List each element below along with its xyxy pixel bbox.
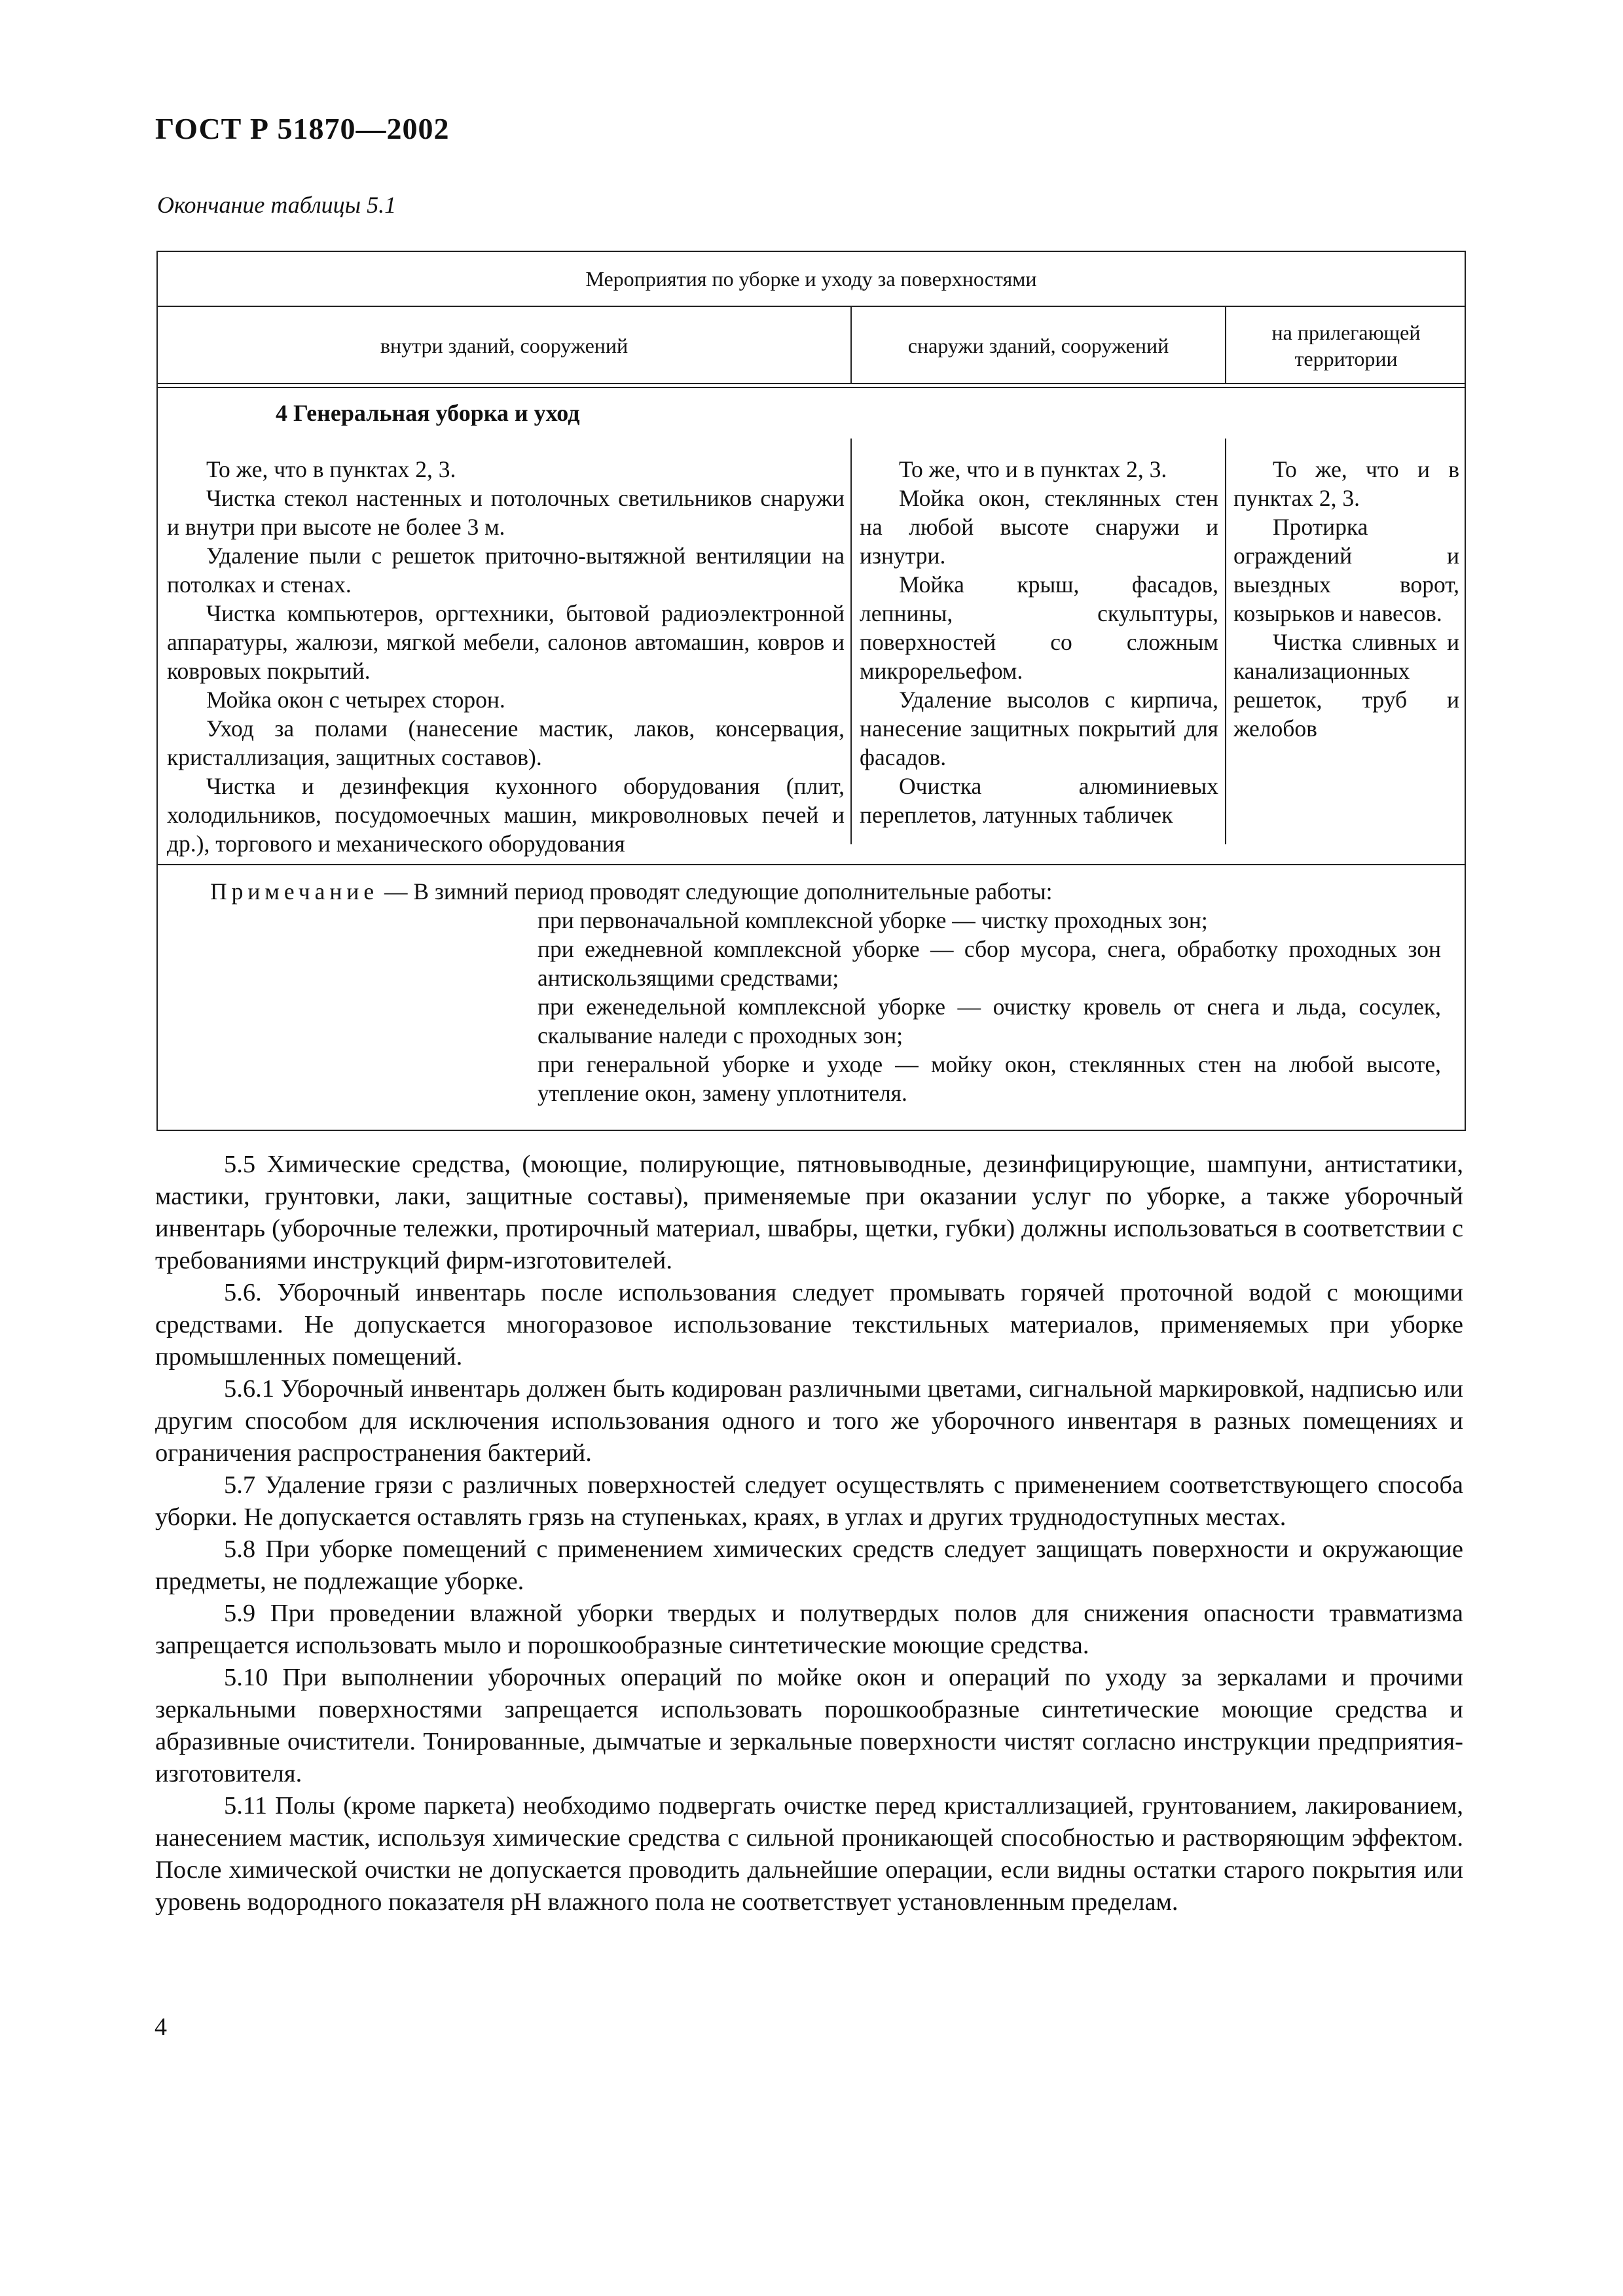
table-header-main: Мероприятия по уборке и уходу за поверхностями <box>585 267 1037 291</box>
col3-content <box>1233 455 1459 743</box>
section-title: 4 Генеральная уборка и уход <box>276 400 580 426</box>
col1-paragraph: Удаление пыли с решеток приточно-вытяжной вентиляции на потолках и стенах. <box>167 543 845 598</box>
col1-paragraph: Чистка стекол настенных и потолочных светильников снаружи и внутри при высоте не более 3 м. <box>167 485 845 540</box>
col1-paragraph: Мойка окон с четырех сторон. <box>206 687 505 713</box>
document-header: ГОСТ Р 51870—2002 <box>155 112 450 145</box>
note-intro: — В зимний период проводят следующие дополнительные работы: <box>378 878 1053 905</box>
col2-content <box>860 455 1218 829</box>
note-item: при генеральной уборке и уходе — мойку окон, стеклянных стен на любой высоте, утепление окон, замену уплотнителя. <box>538 1051 1441 1106</box>
paragraph-5-7: 5.7 Удаление грязи с различных поверхностей следует осуществлять с применением соответствующего способа уборки. Не допускается оставлять грязь на ступеньках, краях, в углах и других труднодоступных местах. <box>155 1471 1463 1531</box>
col3-paragraph: Протирка ограждений и выездных ворот, козырьков и навесов. <box>1233 514 1459 626</box>
col1-content <box>167 455 845 858</box>
note-item: при первоначальной комплексной уборке — чистку проходных зон; <box>538 907 1208 933</box>
col2-paragraph: Мойка крыш, фасадов, лепнины, скульптуры, поверхностей со сложным микрорельефом. <box>860 571 1218 684</box>
table-caption: Окончание таблицы 5.1 <box>157 192 397 218</box>
table-divider <box>158 383 1465 384</box>
table-divider <box>158 864 1465 865</box>
col1-paragraph: Уход за полами (нанесение мастик, лаков, консервация, кристаллизация, защитных составов). <box>167 715 845 770</box>
body-text <box>155 1149 1463 1918</box>
paragraph-5-8: 5.8 При уборке помещений с применением химических средств следует защищать поверхности и окружающие предметы, не подлежащие уборке. <box>155 1535 1463 1595</box>
col1-paragraph: То же, что в пунктах 2, 3. <box>206 456 456 482</box>
note-label: Примечание <box>210 878 379 905</box>
col2-paragraph: Мойка окон, стеклянных стен на любой высоте снаружи и изнутри. <box>860 485 1218 569</box>
table-divider <box>850 439 852 844</box>
table-divider <box>158 387 1465 388</box>
col1-paragraph: Чистка и дезинфекция кухонного оборудования (плит, холодильников, посудомоечных машин, микроволновых печей и др.), торгового и механического оборудования <box>167 773 845 857</box>
table-divider <box>1225 439 1226 844</box>
paragraph-5-6: 5.6. Уборочный инвентарь после использования следует промывать горячей проточной водой с моющими средствами. Не допускается многоразовое использование текстильных материалов, применяемых при уборке промышленных помещений. <box>155 1279 1463 1371</box>
note-item: при еженедельной комплексной уборке — очистку кровель от снега и льда, сосулек, скалывание наледи с проходных зон; <box>538 994 1441 1049</box>
note-lead <box>210 877 1441 906</box>
page-number: 4 <box>155 2013 167 2041</box>
table-divider <box>1225 306 1226 384</box>
col3-header: на прилегающей территории <box>1271 321 1421 370</box>
col1-paragraph: Чистка компьютеров, оргтехники, бытовой радиоэлектронной аппаратуры, жалюзи, мягкой мебели, салонов автомашин, ковров и ковровых покрытий. <box>167 600 845 684</box>
table-note <box>210 877 1441 1107</box>
col2-paragraph: То же, что и в пунктах 2, 3. <box>899 456 1167 482</box>
cleaning-table <box>156 251 1466 1131</box>
paragraph-5-9: 5.9 При проведении влажной уборки твердых и полутвердых полов для снижения опасности травматизма запрещается использовать мыло и порошкообразные синтетические моющие средства. <box>155 1600 1463 1659</box>
paragraph-5-5: 5.5 Химические средства, (моющие, полирующие, пятновыводные, дезинфицирующие, шампуни, антистатики, мастики, грунтовки, лаки, защитные составы), применяемые при оказании услуг по уборке, а также уборочный инвентарь (уборочные тележки, протирочный материал, швабры, щетки, губки) должны использоваться в соответствии с требованиями инструкций фирм-изготовителей. <box>155 1151 1463 1274</box>
col2-header: снаружи зданий, сооружений <box>907 334 1169 357</box>
note-item: при ежедневной комплексной уборке — сбор мусора, снега, обработку проходных зон антискользящими средствами; <box>538 936 1441 991</box>
col1-header: внутри зданий, сооружений <box>380 334 629 357</box>
paragraph-5-11: 5.11 Полы (кроме паркета) необходимо подвергать очистке перед кристаллизацией, грунтованием, лакированием, нанесением мастик, используя химические средства с сильной проникающей способностью и растворяющим эффектом. После химической очистки не допускается проводить дальнейшие операции, если видны остатки старого покрытия или уровень водородного показателя pH влажного пола не соответствует установленным пределам. <box>155 1792 1463 1916</box>
col3-paragraph: То же, что и в пунктах 2, 3. <box>1233 456 1459 511</box>
col3-paragraph: Чистка сливных и канализационных решеток, труб и желобов <box>1233 629 1459 742</box>
table-divider <box>850 306 852 384</box>
paragraph-5-6-1: 5.6.1 Уборочный инвентарь должен быть кодирован различными цветами, сигнальной маркировкой, надписью или другим способом для исключения использования одного и того же уборочного инвентаря в разных помещениях и ограничения распространения бактерий. <box>155 1375 1463 1467</box>
col2-paragraph: Удаление высолов с кирпича, нанесение защитных покрытий для фасадов. <box>860 687 1218 770</box>
paragraph-5-10: 5.10 При выполнении уборочных операций по мойке окон и операций по уходу за зеркалами и прочими зеркальными поверхностями запрещается использовать порошкообразные синтетические моющие средства и абразивные очистители. Тонированные, дымчатые и зеркальные поверхности чистят согласно инструкции предприятия-изготовителя. <box>155 1664 1463 1787</box>
col2-paragraph: Очистка алюминиевых переплетов, латунных табличек <box>860 773 1218 828</box>
